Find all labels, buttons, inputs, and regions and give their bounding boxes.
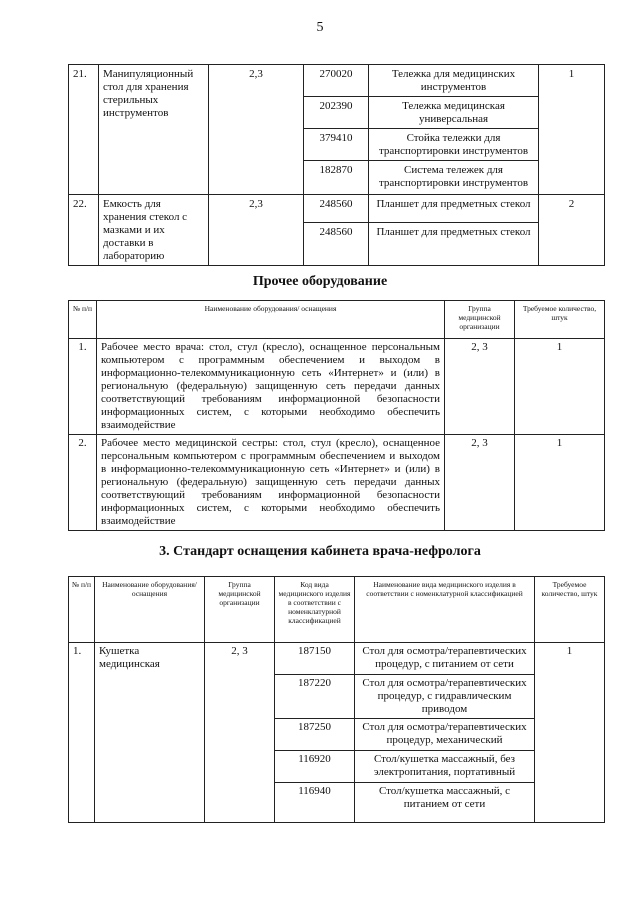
device-code: 379410 xyxy=(304,129,369,161)
header-name: Наименование оборудования/ оснащения xyxy=(95,577,205,643)
equipment-table-continued xyxy=(68,64,605,266)
other-equipment-table xyxy=(68,300,605,531)
device-code: 248560 xyxy=(304,195,369,223)
device-code: 116920 xyxy=(275,751,355,783)
group: 2, 3 xyxy=(445,339,515,435)
device-kind: Стойка тележки для транспортировки инструментов xyxy=(369,129,539,161)
device-kind: Стол для осмотра/терапевтических процедур, с гидравлическим приводом xyxy=(355,675,535,719)
equipment-name: Манипуляционный стол для хранения стерильных инструментов xyxy=(99,65,209,195)
device-kind: Система тележек для транспортировки инструментов xyxy=(369,161,539,195)
section-title: 3. Стандарт оснащения кабинета врача-нефролога xyxy=(159,544,481,559)
quantity: 1 xyxy=(515,435,605,531)
row-number: 2. xyxy=(69,435,97,531)
device-code: 187250 xyxy=(275,719,355,751)
device-code: 116940 xyxy=(275,783,355,823)
table-row xyxy=(69,339,605,435)
header-name: Наименование оборудования/ оснащения xyxy=(97,301,445,339)
device-kind: Стол/кушетка массажный, без электропитания, портативный xyxy=(355,751,535,783)
quantity: 1 xyxy=(539,65,605,195)
quantity: 1 xyxy=(515,339,605,435)
equipment-name: Кушетка медицинская xyxy=(95,643,205,823)
group: 2, 3 xyxy=(205,643,275,823)
row-number: 1. xyxy=(69,643,95,823)
equipment-name: Емкость для хранения стекол с мазками и их доставки в лабораторию xyxy=(99,195,209,266)
table-row xyxy=(69,65,605,97)
header-num: № п/п xyxy=(69,301,97,339)
table-row xyxy=(69,435,605,531)
quantity: 1 xyxy=(535,643,605,823)
header-quantity: Требуемое количество, штук xyxy=(535,577,605,643)
device-kind: Тележка медицинская универсальная xyxy=(369,97,539,129)
group: 2,3 xyxy=(209,65,304,195)
group: 2,3 xyxy=(209,195,304,266)
page-number: 5 xyxy=(316,20,324,35)
group: 2, 3 xyxy=(445,435,515,531)
device-code: 202390 xyxy=(304,97,369,129)
header-code: Код вида медицинского изделия в соответствии с номенклатурной классификацией xyxy=(275,577,355,643)
row-number: 22. xyxy=(69,195,99,266)
device-code: 248560 xyxy=(304,222,369,265)
device-kind: Стол для осмотра/терапевтических процедур, с питанием от сети xyxy=(355,643,535,675)
table-header-row xyxy=(69,301,605,339)
header-num: № п/п xyxy=(69,577,95,643)
equipment-name: Рабочее место врача: стол, стул (кресло), оснащенное персональным компьютером с программным обеспечением и выходом в информационно-телекоммуникационную сеть «Интернет» и (или) в региональную (федеральную) защищенную сеть передачи данных соответствующий требованиям информационной безопасности информационных систем, с которыми необходимо обеспечить взаимодействие xyxy=(97,339,445,435)
other-equipment-title: Прочее оборудование xyxy=(252,274,388,289)
device-kind: Стол/кушетка массажный, с питанием от сети xyxy=(355,783,535,823)
device-code: 182870 xyxy=(304,161,369,195)
table-row xyxy=(69,195,605,223)
device-kind: Тележка для медицинских инструментов xyxy=(369,65,539,97)
table-row xyxy=(69,643,605,675)
header-kind: Наименование вида медицинского изделия в соответствии с номенклатурной классификацией xyxy=(355,577,535,643)
header-group: Группа медицинской организации xyxy=(445,301,515,339)
table-header-row xyxy=(69,577,605,643)
equipment-name: Рабочее место медицинской сестры: стол, стул (кресло), оснащенное персональным компьютером с программным обеспечением и выходом в информационно-телекоммуникационную сеть «Интернет» и (или) в региональную (федеральную) защищенную сеть передачи данных соответствующий требованиям информационной безопасности информационных систем, с которыми необходимо обеспечить взаимодействие xyxy=(97,435,445,531)
device-code: 270020 xyxy=(304,65,369,97)
device-code: 187220 xyxy=(275,675,355,719)
device-kind: Стол для осмотра/терапевтических процедур, механический xyxy=(355,719,535,751)
nephrologist-equipment-table xyxy=(68,576,605,823)
device-kind: Планшет для предметных стекол xyxy=(369,222,539,265)
header-group: Группа медицинской организации xyxy=(205,577,275,643)
row-number: 1. xyxy=(69,339,97,435)
row-number: 21. xyxy=(69,65,99,195)
quantity: 2 xyxy=(539,195,605,266)
header-quantity: Требуемое количество, штук xyxy=(515,301,605,339)
device-code: 187150 xyxy=(275,643,355,675)
device-kind: Планшет для предметных стекол xyxy=(369,195,539,223)
